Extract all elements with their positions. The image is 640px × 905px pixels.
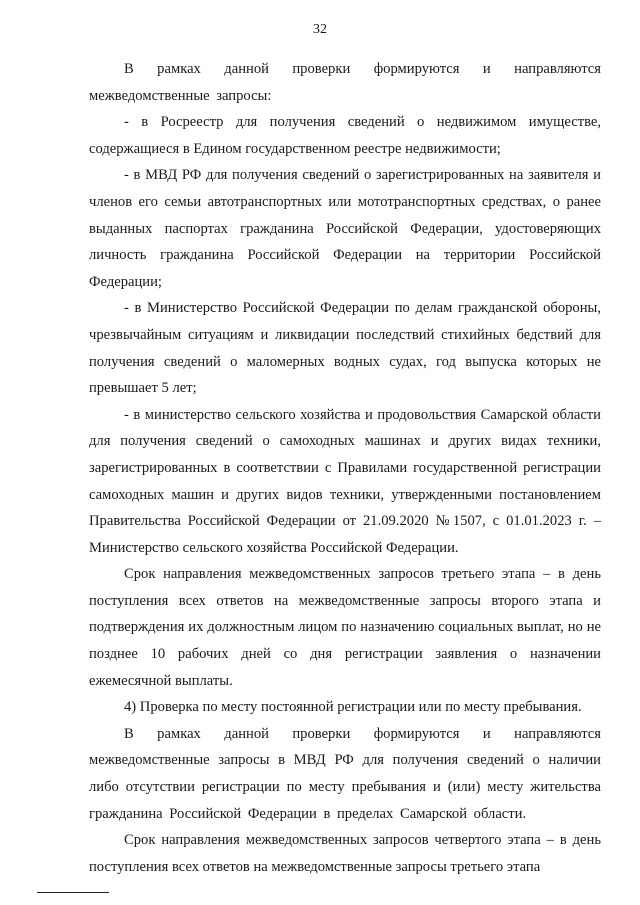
paragraph-registration-check: 4) Проверка по месту постоянной регистрации или по месту пребывания. (124, 699, 582, 716)
page-number: 32 (313, 22, 327, 37)
document-body (89, 56, 601, 880)
paragraph-mchs: - в Министерство Российской Федерации по делам гражданской обороны, чрезвычайным ситуациям и ликвидации последствий стихийных бедствий для получения сведений о маломерных водных судах, год выпуска которых не превышает 5 лет; (89, 300, 601, 397)
paragraph-third-stage-deadline: Срок направления межведомственных запросов третьего этапа – в день поступления всех ответов на межведомственные запросы второго этапа и подтверждения их должностным лицом по назначению социальных выплат, но не позднее 10 рабочих дней со дня регистрации заявления о назначении ежемесячной выплаты. (89, 566, 601, 689)
footnote-separator (37, 892, 109, 893)
paragraph-mvd: - в МВД РФ для получения сведений о зарегистрированных на заявителя и членов его семьи автотранспортных или мототранспортных средствах, о ранее выданных паспортах гражданина Российской Федерации, удостоверяющих личность гражданина Российской Федерации на территории Российской Федерации; (89, 167, 601, 290)
paragraph-mvd-registration: В рамках данной проверки формируются и направляются межведомственные запросы в МВД РФ для получения сведений о наличии либо отсутствии регистрации по месту пребывания и (или) месту жительства гражданина Российской Федерации в пределах Самарской области. (89, 725, 601, 822)
paragraph-rosreestr: - в Росреестр для получения сведений о недвижимом имуществе, содержащиеся в Едином государственном реестре недвижимости; (89, 114, 601, 157)
paragraph-agriculture: - в министерство сельского хозяйства и продовольствия Самарской области для получения сведений о самоходных машинах и других видах техники, зарегистрированных в соответствии с Правилами государственной регистрации самоходных машин и других видов техники, утвержденными постановлением Правительства Российской Федерации от 21.09.2020 №1507, с 01.01.2023 г. – Министерство сельского хозяйства Российской Федерации. (89, 406, 601, 556)
paragraph-fourth-stage-deadline: Срок направления межведомственных запросов четвертого этапа – в день поступления всех ответов на межведомственные запросы третьего этапа (89, 832, 601, 875)
paragraph-intro: В рамках данной проверки формируются и направляются межведомственные запросы: (89, 61, 601, 104)
